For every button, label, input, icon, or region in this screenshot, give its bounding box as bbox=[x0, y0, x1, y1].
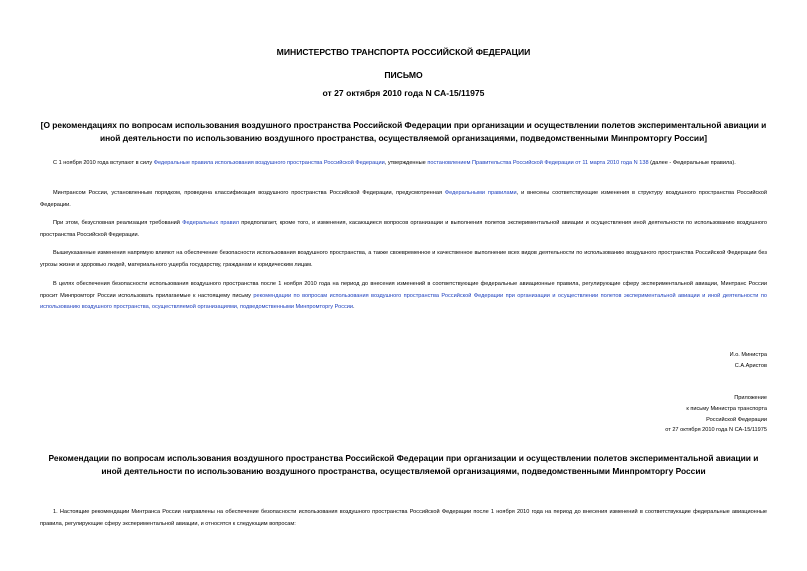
link-recommendations[interactable]: рекомендации по вопросам использования воздушного пространства Российской Федерации при организации и осуществлении полетов экспериментальной авиации и иной деятельности по использованию воздушного пространства, осуществляемой организациями, подведомственными Минпромторгу России bbox=[40, 292, 767, 310]
appendix-line-2: к письму Министра транспорта bbox=[686, 405, 767, 412]
paragraph-4 bbox=[40, 248, 767, 271]
recommendations-item-1: 1. Настоящие рекомендации Минтранса России направлены на обеспечение безопасности использования воздушного пространства Российской Федерации после 1 ноября 2010 года на период до внесения изменений в соответствующие федеральные авиационные правила, регулирующие сферу экспериментальной авиации, и относятся к следующим вопросам: bbox=[40, 509, 767, 527]
signature-position: И.о. Министра bbox=[729, 352, 767, 358]
link-government-decree[interactable]: постановлением Правительства Российской Федерации от 11 марта 2010 года N 138 bbox=[427, 160, 649, 166]
p5-text-1: В целях обеспечения безопасности использования воздушного пространства после 1 ноября 2010 года на период до внесения изменений в соответствующие федеральные авиационные правила, регулирующие сферу экспериментальной авиации, Минтранс России просит Минпромторг России использовать прилагаемые к настоящему письму bbox=[40, 281, 767, 299]
link-federal-rules[interactable]: Федеральные правила использования воздушного пространства Российской Федерации bbox=[153, 160, 385, 166]
paragraph-2 bbox=[40, 188, 767, 211]
recommendations-title: Рекомендации по вопросам использования воздушного пространства Российской Федерации при организации и осуществлении полетов экспериментальной авиации и иной деятельности по использованию воздушного пространства, осуществляемой организациями, подведомственными Минпромторгу России bbox=[48, 453, 759, 476]
document-date-number: от 27 октября 2010 года N СА-15/11975 bbox=[322, 88, 485, 98]
p3-text-2: предполагает, кроме того, и изменения, касающиеся вопросов организации и выполнения полетов экспериментальной авиации и осуществления иной деятельности по использованию воздушного пространства Российской Федерации. bbox=[40, 220, 767, 238]
p1-text-2: , утвержденные bbox=[384, 160, 428, 166]
p5-text-2: . bbox=[353, 304, 355, 310]
p1-text-1: С 1 ноября 2010 года вступают в силу bbox=[53, 160, 154, 166]
paragraph-3 bbox=[40, 218, 767, 241]
paragraph-1 bbox=[40, 158, 767, 170]
p3-text-1: При этом, безусловная реализация требований bbox=[53, 220, 183, 226]
document-type-heading: ПИСЬМО bbox=[384, 70, 423, 80]
appendix-line-1: Приложение bbox=[734, 395, 767, 401]
appendix-line-3: Российской Федерации bbox=[706, 416, 767, 423]
appendix-line-4: от 27 октября 2010 года N СА-15/11975 bbox=[665, 427, 767, 434]
document-subject: [О рекомендациях по вопросам использования воздушного пространства Российской Федерации при организации и осуществлении полетов экспериментальной авиации и иной деятельности по использованию воздушного пространства, осуществляемой организациями, подведомственными Минпромторгу России] bbox=[40, 120, 767, 143]
p4-text-1: Вышеуказанные изменения напрямую влияют на обеспечение безопасности использования воздушного пространства, а также своевременное и качественное выполнение всех видов деятельности по использованию воздушного пространства Российской Федерации без угрозы жизни и здоровью людей, материального ущерба государству, гражданам и юридическим лицам. bbox=[40, 250, 767, 268]
link-federal-rules-3[interactable]: Федеральных правил bbox=[182, 220, 239, 226]
signature-block bbox=[730, 350, 767, 372]
link-federal-rules-2[interactable]: Федеральными правилами bbox=[444, 190, 517, 196]
ministry-heading: МИНИСТЕРСТВО ТРАНСПОРТА РОССИЙСКОЙ ФЕДЕРАЦИИ bbox=[276, 47, 531, 57]
paragraph-5 bbox=[40, 279, 767, 314]
appendix-block bbox=[665, 393, 767, 436]
p2-text-1: Минтрансом России, установленным порядком, проведена классификация воздушного пространства Российской Федерации, предусмотренная bbox=[53, 190, 445, 196]
p2-text-2: , и внесены соответствующие изменения в структуру воздушного пространства Российской Федерации. bbox=[40, 190, 768, 208]
signature-name: С.А.Аристов bbox=[734, 362, 767, 369]
p1-text-3: (далее - Федеральные правила). bbox=[648, 160, 736, 166]
